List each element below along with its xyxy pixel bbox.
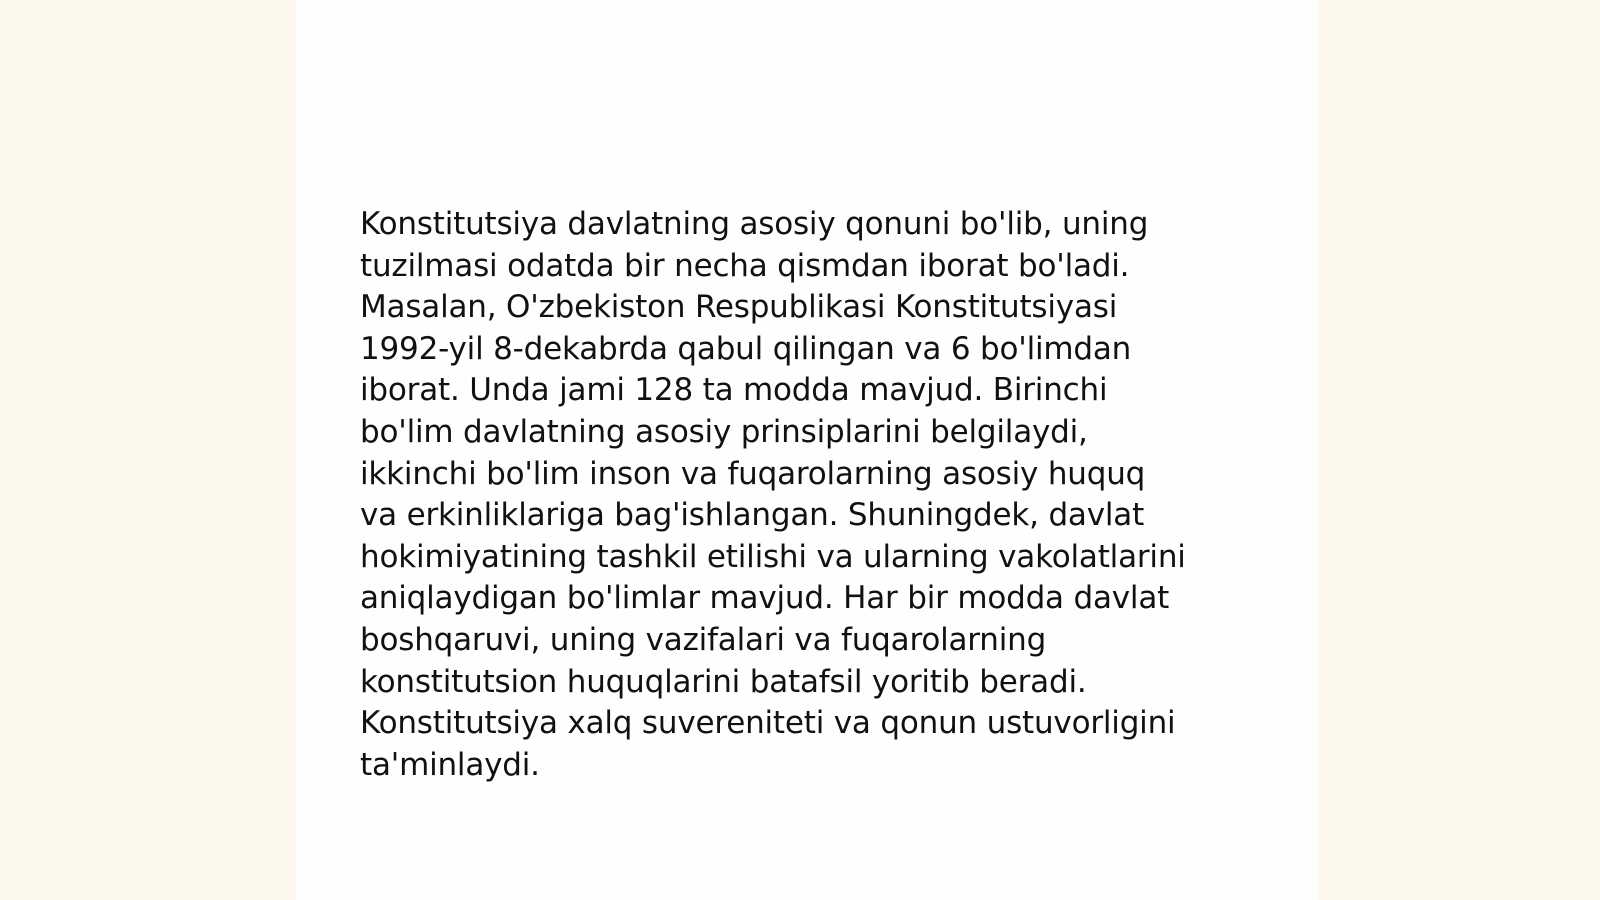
body-paragraph: Konstitutsiya davlatning asosiy qonuni bo'lib, uning tuzilmasi odatda bir necha qismdan iborat bo'ladi. Masalan, O'zbekiston Respublikasi Konstitutsiyasi 1992-yil 8-dekabrda qabul qilingan va 6 bo'limdan iborat. Unda jami 128 ta modda mavjud. Birinchi bo'lim davlatning asosiy prinsiplarini belgilaydi, ikkinchi bo'lim inson va fuqarolarning asosiy huquq va erkinliklariga bag'ishlangan. Shuningdek, davlat hokimiyatining tashkil etilishi va ularning vakolatlarini aniqlaydigan bo'limlar mavjud. Har bir modda davlat boshqaruvi, uning vazifalari va fuqarolarning konstitutsion huquqlarini batafsil yoritib beradi. Konstitutsiya xalq suvereniteti va qonun ustuvorligini ta'minlaydi. bbox=[360, 206, 1186, 783]
document-page bbox=[296, 0, 1318, 900]
